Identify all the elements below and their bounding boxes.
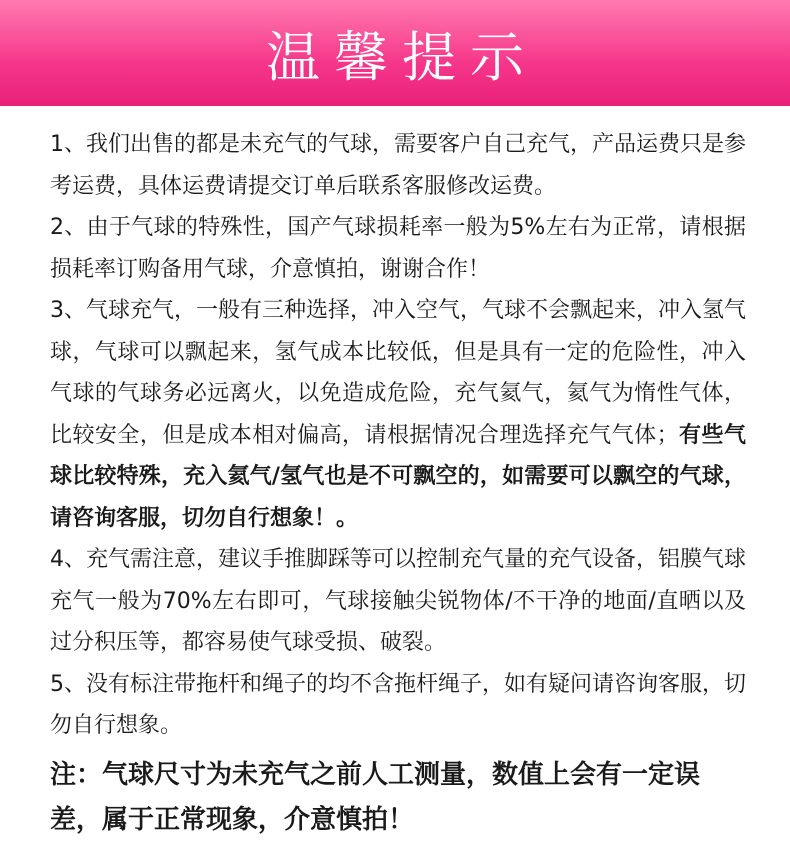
notice-item-4 xyxy=(50,539,746,664)
notice-item-4-text: 4、充气需注意，建议手推脚踩等可以控制充气量的充气设备，铝膜气球充气一般为70%左右即可，气球接触尖锐物体/不干净的地面/直晒以及过分积压等，都容易使气球受损、破裂。 xyxy=(50,547,746,655)
notice-item-1 xyxy=(50,124,746,207)
notice-item-2-text: 2、由于气球的特殊性，国产气球损耗率一般为5%左右为正常，请根据损耗率订购备用气球，介意慎拍，谢谢合作！ xyxy=(50,215,746,282)
notice-item-5 xyxy=(50,664,746,747)
notice-item-2 xyxy=(50,207,746,290)
header-banner xyxy=(0,0,790,106)
notice-content xyxy=(0,106,790,843)
size-note-text: 注：气球尺寸为未充气之前人工测量，数值上会有一定误差，属于正常现象，介意慎拍！ xyxy=(50,759,701,835)
notice-item-3-text: 3、气球充气，一般有三种选择，冲入空气，气球不会飘起来，冲入氢气球，气球可以飘起来，氢气成本比较低，但是具有一定的危险性，冲入气球的气球务必远离火，以免造成危险，充气氦气，氦气为惰性气体，比较安全，但是成本相对偏高，请根据情况合理选择充气气体； xyxy=(50,298,746,448)
notice-item-3-bold-text: 有些气球比较特殊，充入氦气/氢气也是不可飘空的，如需要可以飘空的气球，请咨询客服，切勿自行想象！。 xyxy=(50,422,746,531)
notice-item-3 xyxy=(50,290,746,539)
size-note xyxy=(50,753,746,843)
page-title: 温馨提示 xyxy=(266,25,538,89)
notice-item-5-text: 5、没有标注带拖杆和绳子的均不含拖杆绳子，如有疑问请咨询客服，切勿自行想象。 xyxy=(50,671,746,738)
notice-item-1-text: 1、我们出售的都是未充气的气球，需要客户自己充气，产品运费只是参考运费，具体运费请提交订单后联系客服修改运费。 xyxy=(50,132,746,199)
